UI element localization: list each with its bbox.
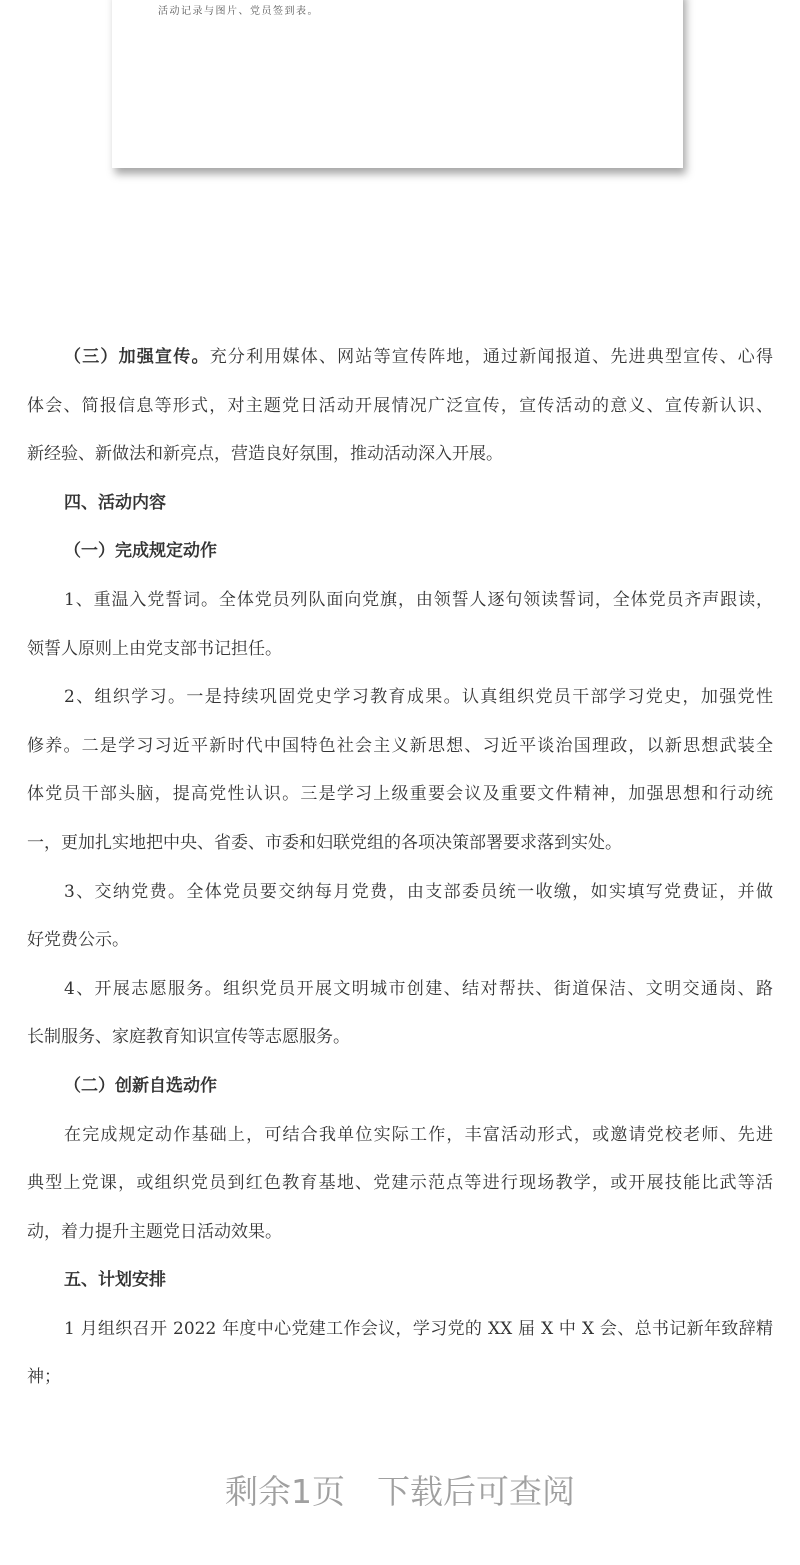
text-line [27, 819, 773, 868]
text-line [27, 673, 773, 722]
text-line [27, 916, 773, 965]
paragraph-text: 好党费公示。 [27, 930, 129, 951]
text-line [27, 382, 773, 431]
text-line [27, 1013, 773, 1062]
download-banner[interactable] [0, 1466, 800, 1513]
paragraph-text: 4、开展志愿服务。组织党员开展文明城市创建、结对帮扶、街道保洁、文明交通岗、路 [64, 978, 773, 999]
document-body [27, 333, 773, 1402]
text-line [27, 625, 773, 674]
text-line [27, 1353, 773, 1402]
card-text: 活动记录与图片、党员签到表。 [158, 6, 319, 17]
paragraph-text: 1 月组织召开 2022 年度中心党建工作会议，学习党的 XX 届 X 中 X 会、总书记新年致辞精 [64, 1318, 773, 1339]
heading-text: （一）完成规定动作 [64, 541, 217, 562]
paragraph-text: 体会、简报信息等形式，对主题党日活动开展情况广泛宣传，宣传活动的意义、宣传新认识、 [27, 395, 773, 416]
heading-text: 五、计划安排 [64, 1270, 166, 1291]
paragraph-text: 一，更加扎实地把中央、省委、市委和妇联党组的各项决策部署要求落到实处。 [27, 832, 622, 853]
text-line [27, 722, 773, 771]
text-line [27, 770, 773, 819]
remaining-pages-text: 剩余1页 [225, 1472, 345, 1511]
paragraph-text: 动，着力提升主题党日活动效果。 [27, 1221, 282, 1242]
heading-text: 四、活动内容 [64, 492, 166, 513]
paragraph-text: 充分利用媒体、网站等宣传阵地，通过新闻报道、先进典型宣传、心得 [209, 347, 774, 367]
paragraph-text: 体党员干部头脑，提高党性认识。三是学习上级重要会议及重要文件精神，加强思想和行动统 [27, 784, 773, 805]
paragraph-text: 在完成规定动作基础上，可结合我单位实际工作，丰富活动形式，或邀请党校老师、先进 [64, 1124, 773, 1145]
paragraph-text: 3、交纳党费。全体党员要交纳每月党费，由支部委员统一收缴，如实填写党费证，并做 [64, 881, 773, 902]
heading-text: （三）加强宣传。 [64, 347, 210, 367]
download-to-view-text[interactable]: 下载后可查阅 [377, 1472, 575, 1511]
text-line [27, 430, 773, 479]
text-line [27, 1062, 773, 1111]
text-line [27, 1305, 773, 1354]
text-line [27, 527, 773, 576]
paragraph-text: 修养。二是学习习近平新时代中国特色社会主义新思想、习近平谈治国理政，以新思想武装全 [27, 735, 773, 756]
paragraph-text: 2、组织学习。一是持续巩固党史学习教育成果。认真组织党员干部学习党史，加强党性 [64, 687, 773, 708]
paragraph-text: 典型上党课，或组织党员到红色教育基地、党建示范点等进行现场教学，或开展技能比武等活 [27, 1173, 773, 1194]
text-line [27, 333, 773, 382]
heading-text: （二）创新自选动作 [64, 1075, 217, 1096]
paragraph-text: 领誓人原则上由党支部书记担任。 [27, 638, 282, 659]
text-line [27, 1111, 773, 1160]
text-line [27, 576, 773, 625]
previous-page-card [112, 0, 683, 168]
text-line [27, 1256, 773, 1305]
text-line [27, 868, 773, 917]
paragraph-text: 新经验、新做法和新亮点，营造良好氛围，推动活动深入开展。 [27, 444, 503, 465]
paragraph-text: 长制服务、家庭教育知识宣传等志愿服务。 [27, 1027, 350, 1048]
text-line [27, 479, 773, 528]
text-line [27, 1159, 773, 1208]
text-line [27, 965, 773, 1014]
text-line [27, 1208, 773, 1257]
paragraph-text: 神； [27, 1367, 61, 1388]
paragraph-text: 1、重温入党誓词。全体党员列队面向党旗，由领誓人逐句领读誓词，全体党员齐声跟读， [64, 589, 773, 610]
